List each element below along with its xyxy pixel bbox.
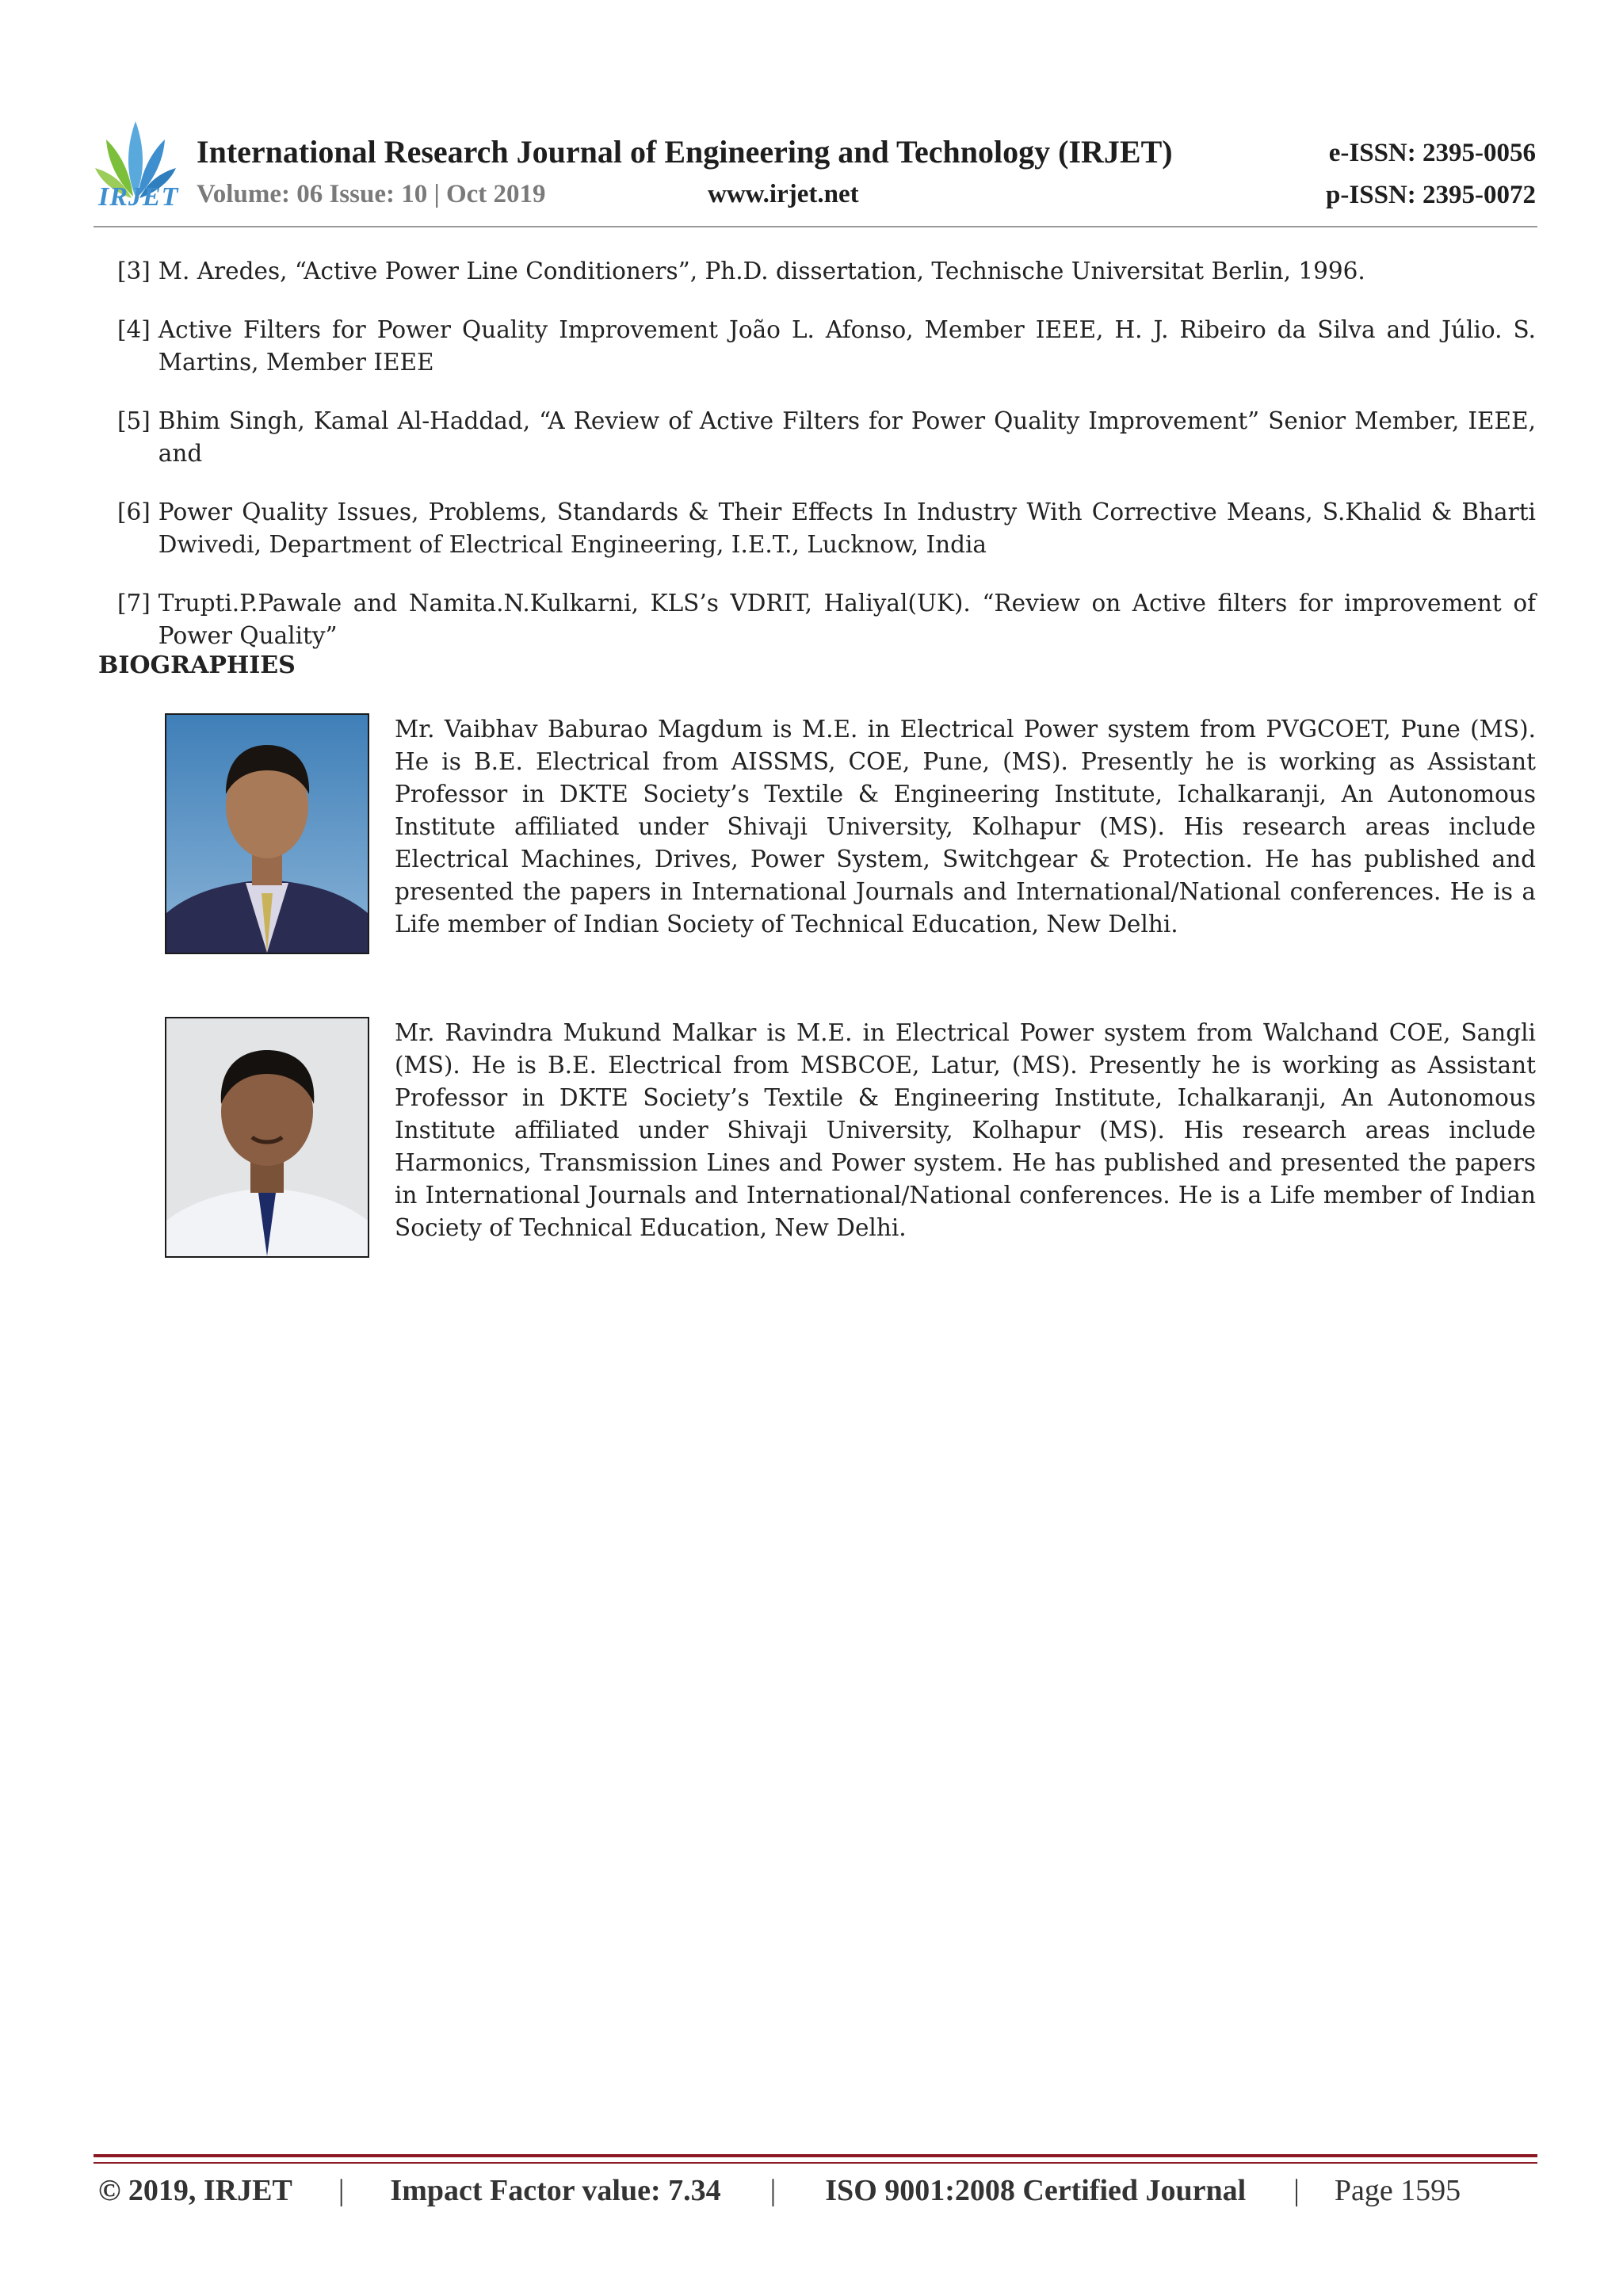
website-link[interactable]: www.irjet.net	[708, 180, 859, 208]
reference-text: Trupti.P.Pawale and Namita.N.Kulkarni, KLS’s VDRIT, Haliyal(UK). “Review on Active filters for improvement of Power Quality”	[158, 590, 1536, 649]
reference-item	[117, 496, 1536, 561]
footer-separator: |	[769, 2174, 777, 2207]
reference-item	[117, 405, 1536, 470]
portrait-image	[166, 715, 368, 953]
reference-text: Bhim Singh, Kamal Al-Haddad, “A Review of Active Filters for Power Quality Improvement” Senior Member, IEEE, and	[158, 407, 1536, 467]
author-photo	[165, 1017, 369, 1258]
reference-list	[117, 255, 1536, 678]
biographies-heading: BIOGRAPHIES	[98, 651, 296, 679]
footer-iso: ISO 9001:2008 Certified Journal	[825, 2174, 1247, 2207]
reference-number: [5]	[117, 407, 151, 434]
footer-impact-factor: Impact Factor value: 7.34	[390, 2174, 721, 2207]
reference-text: Active Filters for Power Quality Improvement João L. Afonso, Member IEEE, H. J. Ribeiro da Silva and Júlio. S. Martins, Member IEEE	[158, 316, 1536, 376]
footer-copyright: © 2019, IRJET	[98, 2174, 292, 2207]
journal-title: International Research Journal of Engineering and Technology (IRJET)	[197, 134, 1173, 170]
biography-text: Mr. Vaibhav Baburao Magdum is M.E. in Electrical Power system from PVGCOET, Pune (MS). He is B.E. Electrical from AISSMS, COE, Pune, (MS). Presently he is working as Assistant Professor in DKTE Society’s Textile & Engineering Institute, Ichalkaranji, An Autonomous Institute affiliated under Shivaji University, Kolhapur (MS). His research areas include Electrical Machines, Drives, Power System, Switchgear & Protection. He has published and presented the papers in International Journals and International/National conferences. He is a Life member of Indian Society of Technical Education, New Delhi.	[395, 716, 1536, 938]
footer-page-number: Page 1595	[1334, 2174, 1461, 2207]
reference-number: [6]	[117, 499, 151, 525]
logo-text: IRJET	[98, 182, 179, 212]
footer-separator: |	[338, 2174, 345, 2207]
reference-item	[117, 314, 1536, 379]
e-issn: e-ISSN: 2395-0056	[1328, 139, 1536, 167]
header-divider	[94, 226, 1537, 227]
reference-number: [7]	[117, 590, 151, 617]
author-photo	[165, 713, 369, 954]
portrait-image	[166, 1018, 368, 1256]
reference-number: [3]	[117, 258, 151, 285]
reference-text: Power Quality Issues, Problems, Standards & Their Effects In Industry With Corrective Means, S.Khalid & Bharti Dwivedi, Department of Electrical Engineering, I.E.T., Lucknow, India	[158, 499, 1536, 558]
reference-text: M. Aredes, “Active Power Line Conditioners”, Ph.D. dissertation, Technische Universitat Berlin, 1996.	[158, 258, 1365, 285]
biography-text: Mr. Ravindra Mukund Malkar is M.E. in Electrical Power system from Walchand COE, Sangli (MS). He is B.E. Electrical from MSBCOE, Latur, (MS). Presently he is working as Assistant Professor in DKTE Society’s Textile & Engineering Institute, Ichalkaranji, An Autonomous Institute affiliated under Shivaji University, Kolhapur (MS). His research areas include Harmonics, Transmission Lines and Power system. He has published and presented the papers in International Journals and International/National conferences. He is a Life member of Indian Society of Technical Education, New Delhi.	[395, 1019, 1536, 1241]
footer-divider-thin	[94, 2162, 1537, 2164]
footer-separator: |	[1293, 2174, 1300, 2207]
footer-divider-thick	[94, 2154, 1537, 2157]
reference-number: [4]	[117, 316, 151, 343]
p-issn: p-ISSN: 2395-0072	[1326, 181, 1536, 209]
reference-item	[117, 255, 1536, 288]
volume-issue: Volume: 06 Issue: 10 | Oct 2019	[197, 180, 546, 208]
reference-item	[117, 587, 1536, 652]
page-footer	[98, 2173, 1509, 2208]
